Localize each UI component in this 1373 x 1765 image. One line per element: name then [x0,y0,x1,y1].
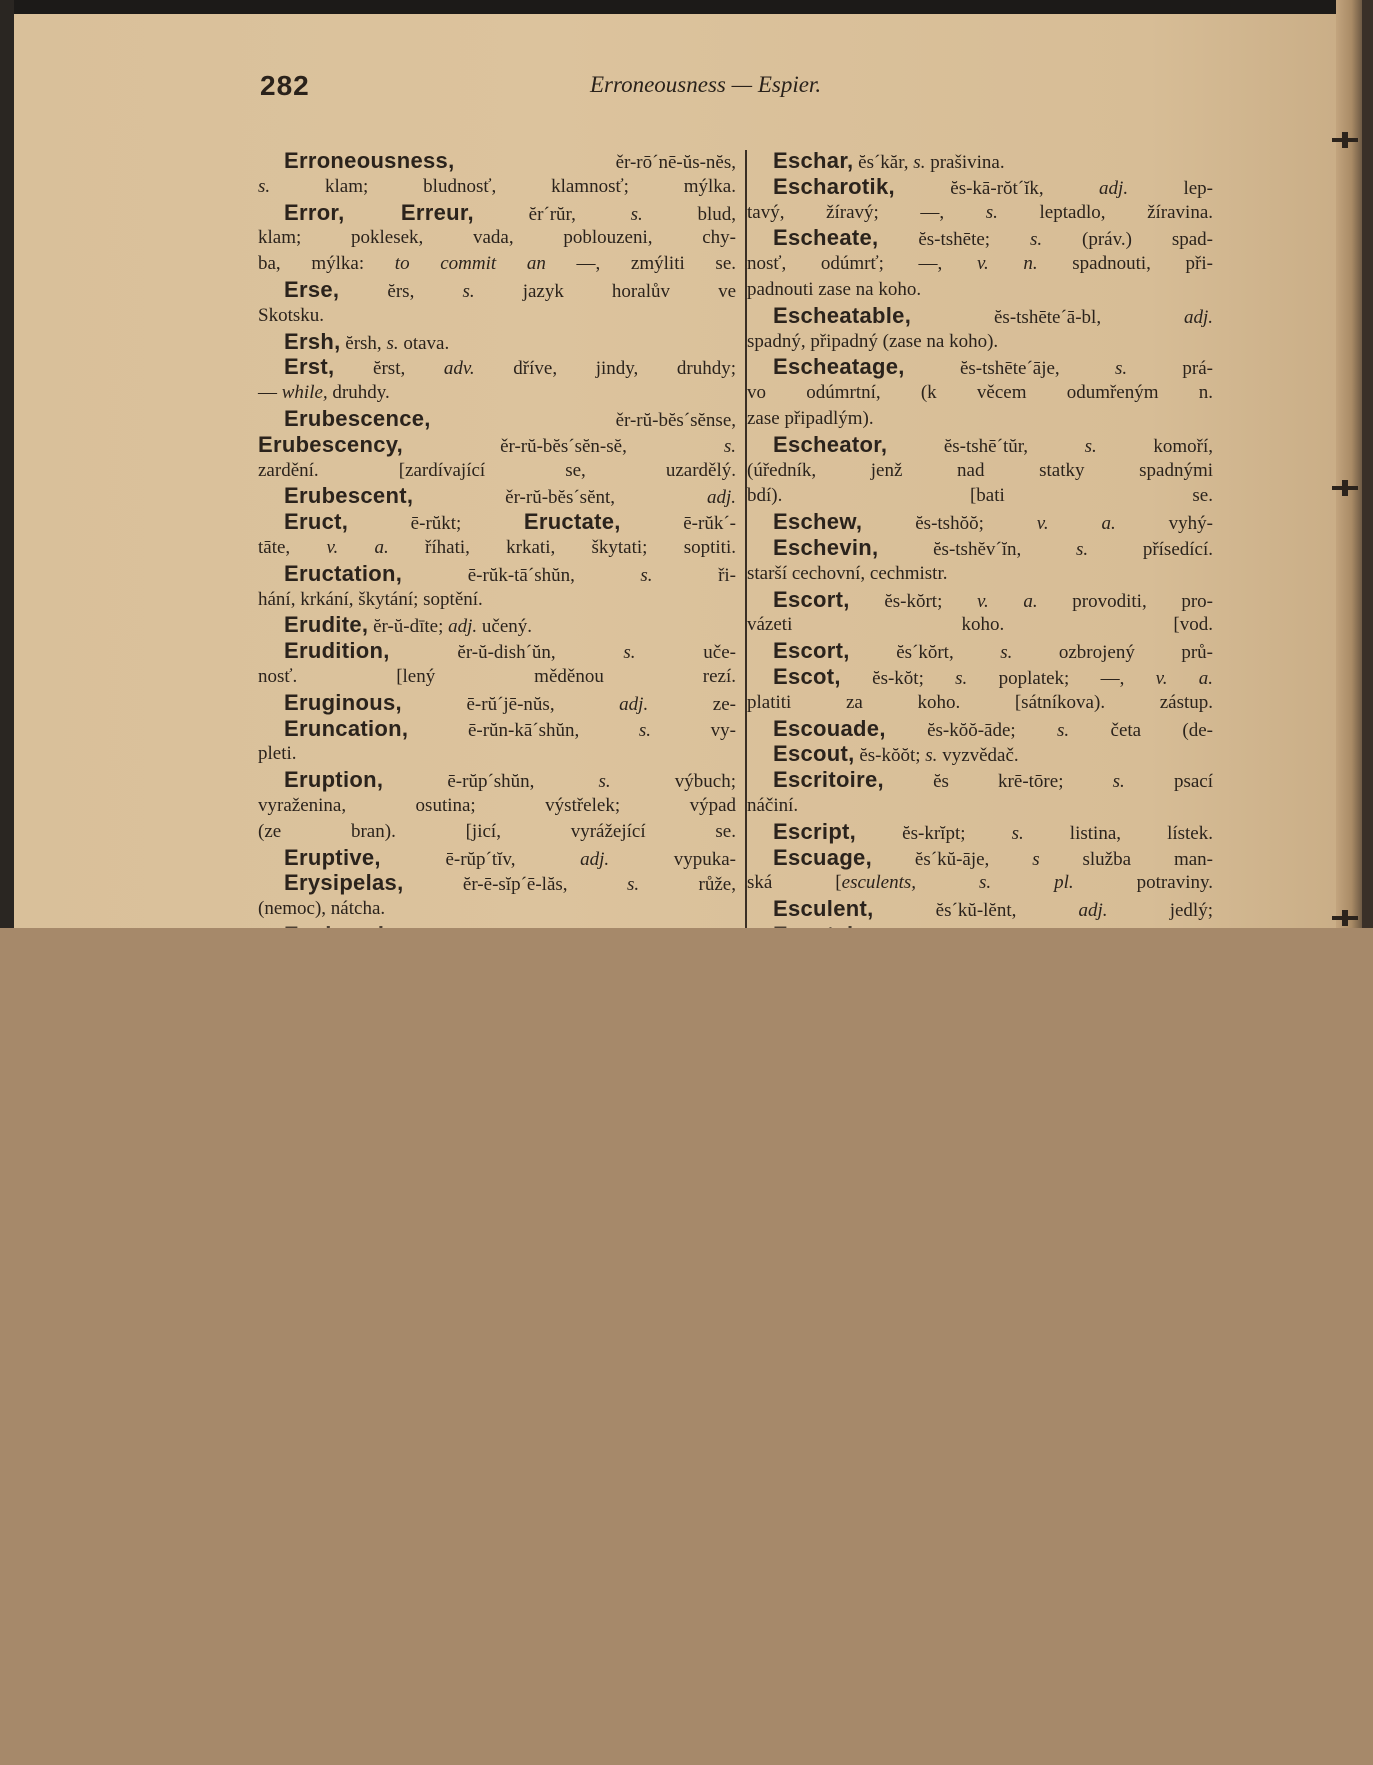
entry-text: provoditi, pro- [1037,590,1213,612]
grammar-label: while, [281,382,328,404]
entry-text: poplatek; —, [967,667,1156,689]
dictionary-line [747,793,1213,819]
entry-text: ĕs-kŏŏ-āde; [885,719,1058,741]
grammar-label: adj. [706,487,736,509]
dictionary-line [258,638,736,664]
right-column [747,148,1213,936]
entry-text: četa (de- [1069,719,1213,741]
dictionary-line [747,200,1213,226]
entry-text: zardění. [zardívající se, uzardělý. [258,459,736,481]
dictionary-line [747,225,1213,251]
dictionary-line [747,174,1213,200]
dictionary-line [747,251,1213,277]
dictionary-line [258,380,736,406]
entry-text: ĕr-ŭ-dish´ŭn, [389,642,624,664]
entry-text: ěr-rŭ-bĕs´sĕnse, [430,409,736,431]
entry-text: platiti za koho. [sátníkova). zástup. [747,691,1213,713]
dictionary-line [258,793,736,819]
headword: Eruptive, [284,844,381,870]
grammar-label: adj. [1078,900,1108,922]
grammar-label: v. n. [976,253,1038,275]
grammar-label: s. [640,564,653,586]
grammar-label: adj. [580,848,610,870]
grammar-label: s. [925,745,938,767]
grammar-label: s. [626,874,640,896]
scan-right-edge [1362,0,1373,928]
page-clip-mark [1332,916,1358,920]
entry-text: leptadlo, žíravina. [997,201,1214,223]
entry-text: ěr-rŭ-bĕs´sĕnt, [413,487,707,509]
entry-text: otava. [398,332,450,354]
entry-text: vyraženina, osutina; výstřelek; výpad [258,794,736,816]
dictionary-line [747,535,1213,561]
dictionary-line [747,690,1213,716]
dictionary-line [258,690,736,716]
entry-text: ěr-rō´nē-ŭs-nĕs, [454,152,736,173]
entry-text: ĕs-tshēte; [878,229,1030,251]
grammar-label: s. [1000,642,1013,664]
dictionary-line [747,612,1213,638]
entry-text: prašivina. [925,152,1005,173]
entry-text: ē-rŭkt; [348,513,524,535]
entry-text: ská [ [747,872,842,894]
entry-text: jazyk horalův ve [474,280,737,302]
entry-text: přísedící. [1088,538,1213,560]
dictionary-line [258,535,736,561]
dictionary-page [14,14,1350,928]
scan-top-edge [0,0,1373,14]
entry-text: uče- [635,642,736,664]
dictionary-line [258,612,736,638]
grammar-label: s. [1029,229,1043,251]
grammar-label: s. [386,332,399,354]
dictionary-line [747,767,1213,793]
entry-text: klam; bludnosť, klamnosť; mýlka. [325,175,736,197]
dictionary-line [258,716,736,742]
blank-scan-area [0,928,1373,1765]
headword: Erroneousness, [284,148,455,173]
entry-text: růže, [639,874,736,896]
dictionary-line [747,819,1213,845]
grammar-label: v. a. [326,536,389,558]
entry-text: ĕs-kŏŏt; [854,745,926,767]
dictionary-line [747,148,1213,174]
left-column [258,148,736,936]
scan-left-edge [0,0,14,928]
headword: Escot, [773,663,841,689]
dictionary-line [258,845,736,871]
dictionary-line [747,870,1213,896]
entry-text: ĕs-kŏrt; [849,590,977,612]
entry-text: ē-rŭp´shŭn, [383,771,599,793]
headword: Eructation, [284,560,403,586]
entry-text: ĕrs, [339,280,463,302]
headword: Eschew, [773,509,863,535]
dictionary-line [258,432,736,458]
entry-text: vázeti koho. [vod. [747,614,1213,636]
dictionary-line [258,277,736,303]
dictionary-line [258,406,736,432]
dictionary-line [747,638,1213,664]
entry-text: ē-rŭp´tĭv, [380,848,581,870]
dictionary-line [258,458,736,484]
grammar-label: adv. [443,358,475,380]
entry-text: vo odúmrtní, (k věcem odumřeným n. [747,382,1213,404]
entry-text: psací [1124,771,1213,793]
entry-text: lep- [1128,177,1213,199]
entry-text: (ze bran). [jicí, vyrážející se. [258,820,736,842]
dictionary-line [258,664,736,690]
entry-text: ĕs´kăr, [853,152,914,173]
dictionary-line [747,329,1213,355]
entry-text: ĕs-tshē´tŭr, [887,435,1085,457]
headword: Escript, [773,818,857,844]
dictionary-line [747,277,1213,303]
entry-text: ĕr´rŭr, [473,203,631,225]
grammar-label: adj. [1099,177,1129,199]
dictionary-line [747,432,1213,458]
dictionary-line [747,664,1213,690]
entry-text: starší cechovní, cechmistr. [747,562,948,584]
entry-text: spadnouti, při- [1037,253,1213,275]
grammar-label: adj. [1183,306,1213,328]
entry-text: druhdy. [327,382,390,404]
entry-text: ē-rŭk-tā´shŭn, [402,564,641,586]
entry-text: —, zmýliti se. [545,253,737,275]
dictionary-line [258,329,736,355]
entry-text: ĕr-ē-sĭp´ē-lăs, [403,874,627,896]
headword: Eructate, [523,509,621,535]
dictionary-line [258,561,736,587]
entry-text: jedlý; [1107,900,1213,922]
entry-text: blud, [642,203,736,225]
entry-text: nosť. [lený měděnou rezí. [258,665,736,687]
headword: Escharotik, [773,173,895,199]
headword: Erst, [284,354,335,380]
dictionary-line [258,225,736,251]
dictionary-line [747,354,1213,380]
entry-text: prá- [1127,358,1213,380]
headword: Escheate, [773,225,879,251]
headword: Erudition, [284,638,390,664]
dictionary-line [258,303,736,329]
entry-text: vy- [651,719,736,741]
headword: Eruct, [284,509,349,535]
grammar-label: s. [630,203,643,225]
headword: Erubescence, [284,405,431,431]
entry-text: služba man- [1039,848,1213,870]
entry-text: ři- [652,564,736,586]
grammar-label: s. [598,771,611,793]
entry-text: ĕs-tshēte´āje, [904,358,1115,380]
entry-text: ē-rŭ´jē-nŭs, [401,693,620,715]
dictionary-line [747,587,1213,613]
dictionary-line [258,741,736,767]
dictionary-line [258,870,736,896]
headword: Escouade, [773,715,886,741]
entry-text: ĕrst, [334,358,444,380]
entry-text: náčiní. [747,794,799,816]
dictionary-line [258,251,736,277]
headword: Erysipelas, [284,870,404,896]
entry-text: ĕs-tshĕv´ĭn, [878,538,1076,560]
headword: Esculent, [773,896,874,922]
dictionary-line [747,716,1213,742]
headword: Erubescency, [258,431,404,457]
headword: Eschevin, [773,534,879,560]
grammar-label: s. [913,152,926,173]
entry-text: komoří, [1096,435,1213,457]
dictionary-line [747,303,1213,329]
dictionary-line [747,458,1213,484]
dictionary-line [258,509,736,535]
entry-text: ĕs-krĭpt; [856,822,1012,844]
running-head: Erroneousness — Espier. [590,72,822,97]
dictionary-line [258,767,736,793]
entry-text: ĕs-tshŏŏ; [862,513,1037,535]
headword: Escheatage, [773,354,905,380]
entry-text: ē-rŭk´- [620,513,736,535]
grammar-label: esculents, s. pl. [841,872,1074,894]
grammar-label: s. [1112,771,1125,793]
headword: Eruption, [284,767,384,793]
grammar-label: s. [1057,719,1070,741]
dictionary-line [258,200,736,226]
entry-text: Skotsku. [258,304,324,326]
entry-text: — [258,382,282,404]
grammar-label: s. [1114,358,1128,380]
headword: Escort, [773,638,850,664]
grammar-label: s. [623,642,636,664]
dictionary-line [747,509,1213,535]
entry-text: spadný, připadný (zase na koho). [747,330,999,352]
entry-text: ĕs´kŏrt, [849,642,1001,664]
headword: Erubescent, [284,483,414,509]
headword: Escheatable, [773,302,912,328]
headword: Eruncation, [284,715,409,741]
dictionary-line [747,741,1213,767]
grammar-label: s. [1084,435,1097,457]
entry-text: hání, krkání, škytání; soptění. [258,588,483,610]
entry-text: ba, mýlka: [258,253,395,275]
entry-text: nosť, odúmrť; —, [747,253,977,275]
entry-text: tavý, žíravý; —, [747,201,986,223]
grammar-label: s. [955,667,968,689]
dictionary-line [258,174,736,200]
grammar-label: s. [723,435,736,457]
grammar-label: s. [258,175,326,197]
dictionary-line [258,587,736,613]
grammar-label: s. [985,201,998,223]
entry-text: ĕr-ŭ-dīte; [368,616,449,638]
entry-text: ĕs-kā-rŏt´ĭk, [894,177,1100,199]
dictionary-line [747,483,1213,509]
entry-text: ĕs-kŏt; [840,667,956,689]
entry-text: dříve, jindy, druhdy; [474,358,737,380]
page-clip-mark [1332,138,1358,142]
headword: Ersh, [284,328,341,354]
dictionary-line [747,896,1213,922]
entry-text: (úředník, jenž nad statky spadnými [747,459,1213,481]
headword: Escout, [773,741,855,767]
dictionary-line [747,380,1213,406]
entry-text: vyzvědač. [937,745,1019,767]
grammar-label: v. a. [1155,667,1213,689]
dictionary-line [747,406,1213,432]
entry-text: (nemoc), nátcha. [258,898,386,920]
entry-text: tāte, [258,536,327,558]
entry-text: ozbrojený prů- [1012,642,1213,664]
headword: Escuage, [773,844,873,870]
grammar-label: s. [1075,538,1089,560]
entry-text: potraviny. [1073,872,1213,894]
entry-text: padnouti zase na koho. [747,278,922,300]
headword: Escritoire, [773,767,884,793]
entry-text: ěr-rŭ-bĕs´sĕn-sĕ, [403,435,724,457]
entry-text: (práv.) spad- [1042,229,1213,251]
entry-text: zase připadlým). [747,407,874,429]
page-number: 282 [260,70,310,101]
grammar-label: s. [462,280,475,302]
headword: Erse, [284,276,340,302]
entry-text: říhati, krkati, škytati; soptiti. [388,536,736,558]
entry-text: klam; poklesek, vada, poblouzeni, chy- [258,227,736,249]
dictionary-line [258,483,736,509]
dictionary-line [747,561,1213,587]
entry-text: ĕrsh, [340,332,387,354]
headword: Escort, [773,586,850,612]
entry-text: vypuka- [609,848,736,870]
entry-text: ze- [648,693,736,715]
entry-text: vyhý- [1115,513,1214,535]
dictionary-line [258,896,736,922]
headword: Eschar, [773,148,854,173]
dictionary-line [258,148,736,174]
headword: Escheator, [773,431,888,457]
headword: Erudite, [284,612,369,638]
entry-text: ĕs´kŭ-āje, [872,848,1033,870]
page-header [260,70,1216,110]
grammar-label: s. [638,719,652,741]
grammar-label: adj. [448,616,478,638]
entry-text: ē-rŭn-kā´shŭn, [408,719,639,741]
entry-text: učený. [477,616,533,638]
dictionary-line [258,354,736,380]
entry-text: bdí). [bati se. [747,485,1213,507]
grammar-label: to commit an [394,253,546,275]
grammar-label: s. [1011,822,1024,844]
headword: Eruginous, [284,689,402,715]
grammar-label: v. a. [1036,513,1116,535]
entry-text: ĕs krē-tōre; [883,771,1113,793]
grammar-label: s [1032,848,1040,870]
entry-text: pleti. [258,743,297,765]
dictionary-line [258,819,736,845]
headword: Error, Erreur, [284,199,474,225]
grammar-label: v. a. [977,590,1038,612]
entry-text: výbuch; [610,771,737,793]
page-clip-mark [1332,486,1358,490]
entry-text: listina, lístek. [1023,822,1213,844]
entry-text: ĕs-tshēte´ā-bl, [911,306,1184,328]
grammar-label: adj. [619,693,649,715]
dictionary-line [747,845,1213,871]
entry-text: ĕs´kŭ-lĕnt, [873,900,1079,922]
